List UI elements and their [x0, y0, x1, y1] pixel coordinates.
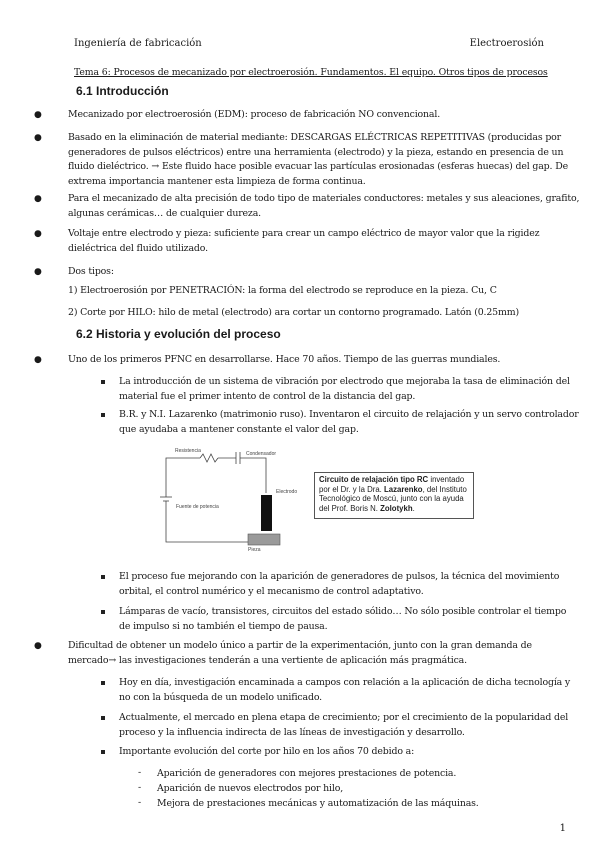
type-penetracion: 1) Electroerosión por PENETRACIÓN: la forma del electrodo se reproduce en la pieza. Cu, C — [68, 285, 497, 296]
figure-caption — [314, 472, 474, 519]
bullet-icon: ● — [34, 267, 42, 277]
dash-bullet: - — [138, 767, 142, 778]
s2-sub-6: Actualmente, el mercado en plena etapa de crecimiento; por el crecimiento de la popularidad del proceso y la influencia indirecta de las líneas de investigación y desarrollo. — [119, 712, 569, 738]
caption-bold: Circuito de relajación tipo RC — [319, 475, 429, 484]
s2-dash-3: Mejora de prestaciones mecánicas y automatización de las máquinas. — [157, 798, 479, 809]
circuit-wire-right — [240, 458, 266, 493]
header-right: Electroerosión — [469, 38, 544, 49]
bullet-icon: ● — [34, 229, 42, 239]
s1-bullet-5: Dos tipos: — [68, 266, 114, 277]
bullet-icon: ● — [34, 194, 42, 204]
s2-dash-1: Aparición de generadores con mejores prestaciones de potencia. — [157, 768, 457, 779]
square-bullet-icon — [101, 413, 105, 417]
square-bullet-icon — [101, 750, 105, 754]
circuit-top-wire — [166, 458, 200, 497]
caption-name-1: Lazarenko — [384, 484, 423, 494]
dash-bullet: - — [138, 782, 142, 793]
bullet-icon: ● — [34, 110, 42, 120]
label-pieza: Pieza — [248, 547, 261, 553]
page-number: 1 — [559, 823, 566, 834]
caption-end: . — [412, 503, 415, 513]
square-bullet-icon — [101, 716, 105, 720]
square-bullet-icon — [101, 575, 105, 579]
s2-sub-1: La introducción de un sistema de vibración por electrodo que mejoraba la tasa de eliminación del material fue el primer intento de control de la distancia del gap. — [119, 376, 570, 402]
s2-sub-5: Hoy en día, investigación encaminada a campos con relación a la aplicación de dicha tecnología y no con la búsqueda de un modelo unificado. — [119, 677, 571, 703]
s1-bullet-1: Mecanizado por electroerosión (EDM): proceso de fabricación NO convencional. — [68, 109, 441, 120]
label-fuente: Fuente de potencia — [176, 504, 219, 510]
header-left: Ingeniería de fabricación — [74, 38, 202, 49]
s2-sub-3: El proceso fue mejorando con la aparición de generadores de pulsos, la técnica del movimiento orbital, el control numérico y el mecanismo de control adaptativo. — [119, 571, 560, 597]
s1-bullet-4: Voltaje entre electrodo y pieza: suficiente para crear un campo eléctrico de mayor valor que la rigidez dieléctrica del fluido utilizado. — [68, 228, 540, 254]
label-condensador: Condensador — [246, 451, 277, 457]
label-resistencia: Resistencia — [175, 448, 201, 454]
resistor-symbol — [200, 454, 218, 462]
bullet-icon: ● — [34, 133, 42, 143]
electrode-shape — [261, 495, 272, 531]
caption-text-1: inventado por el Dr. y la Dra. — [319, 475, 465, 494]
caption-name-2: Zolotykh — [380, 503, 413, 513]
square-bullet-icon — [101, 380, 105, 384]
rc-circuit-diagram — [158, 445, 316, 553]
label-electrodo: Electrodo — [276, 489, 298, 495]
bullet-icon: ● — [34, 641, 42, 651]
section-1-title: 6.1 Introducción — [76, 84, 169, 98]
caption-text-2: , del Instituto Tecnológico de Moscú, junto con la ayuda del Prof. Boris N. — [319, 484, 467, 513]
s2-sub-2: B.R. y N.I. Lazarenko (matrimonio ruso). Inventaron el circuito de relajación y un servo controlador que ayudaba a mantener constante el valor del gap. — [119, 409, 579, 435]
topic-title: Tema 6: Procesos de mecanizado por electroerosión. Fundamentos. El equipo. Otros tipos de procesos — [74, 67, 548, 78]
bullet-icon: ● — [34, 355, 42, 365]
section-2-title: 6.2 Historia y evolución del proceso — [76, 327, 281, 341]
s2-bullet-2: Dificultad de obtener un modelo único a partir de la experimentación, junto con la gran demanda de mercado→ las investigaciones tenderán a una vertiente de aplicación más pragmática. — [68, 640, 532, 666]
square-bullet-icon — [101, 681, 105, 685]
s1-bullet-2: Basado en la eliminación de material mediante: DESCARGAS ELÉCTRICAS REPETITIVAS (producidas por generadores de pulsos eléctricos) entre una herramienta (electrodo) y la pieza, estando en presencia de un fluido dieléctrico. → Este fluido hace posible evacuar las partículas erosionadas (esferas huecas) del gap. De extrema importancia mantener esta limpieza de forma continua. — [68, 132, 568, 187]
workpiece-shape — [248, 534, 280, 545]
dash-bullet: - — [138, 797, 142, 808]
s2-sub-4: Lámparas de vacío, transistores, circuitos del estado sólido… No sólo posible controlar el tiempo de impulso si no también el tiempo de pausa. — [119, 606, 567, 632]
s1-bullet-3: Para el mecanizado de alta precisión de todo tipo de materiales conductores: metales y sus aleaciones, grafito, algunas cerámicas… de cualquier dureza. — [68, 193, 580, 219]
type-hilo: 2) Corte por HILO: hilo de metal (electrodo) ara cortar un contorno programado. Latón (0.25mm) — [68, 307, 519, 318]
s2-dash-2: Aparición de nuevos electrodos por hilo, — [157, 783, 344, 794]
square-bullet-icon — [101, 610, 105, 614]
s2-sub-7: Importante evolución del corte por hilo en los años 70 debido a: — [119, 746, 415, 757]
s2-bullet-1: Uno de los primeros PFNC en desarrollarse. Hace 70 años. Tiempo de las guerras mundiales. — [68, 354, 501, 365]
